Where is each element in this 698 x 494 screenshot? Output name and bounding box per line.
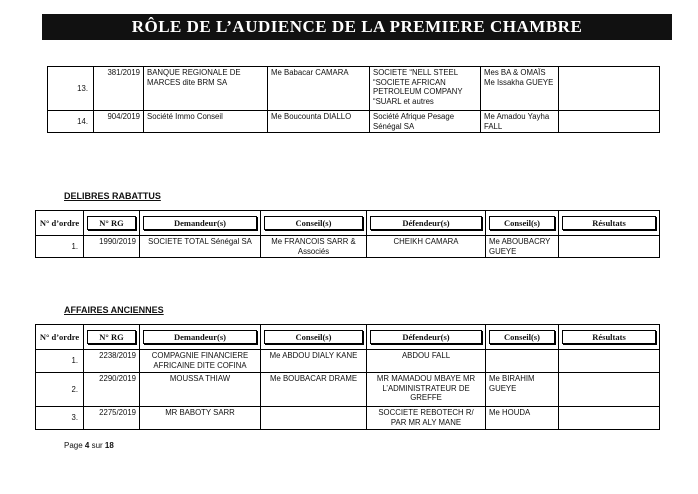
header-demandeur: Demandeur(s) [143,216,257,231]
header-conseil-def: Conseil(s) [489,330,555,345]
order-number: 1. [36,236,84,258]
plaintiff: SOCIETE TOTAL Sénégal SA [140,236,261,258]
result [559,373,660,407]
page-banner-title: RÔLE DE L’AUDIENCE DE LA PREMIERE CHAMBRE [42,14,672,40]
page-footer [64,441,114,450]
rg-number: 2238/2019 [84,350,140,373]
defendant-counsel [486,350,559,373]
plaintiff-counsel: Me Babacar CAMARA [268,67,370,111]
header-conseil-def: Conseil(s) [489,216,555,231]
order-number: 13. [48,67,94,111]
defendant: SOCCIETE REBOTECH R/ PAR MR ALY MANE [367,407,486,430]
footer-page-number: 4 [84,441,90,450]
plaintiff-counsel: Me Boucounta DIALLO [268,111,370,133]
section-title-delibres: DELIBRES RABATTUS [64,191,161,201]
delibres-table [35,210,660,258]
order-number: 3. [36,407,84,430]
plaintiff-counsel: Me BOUBACAR DRAME [261,373,367,407]
rg-number: 1990/2019 [84,236,140,258]
defendant: SOCIETE “NELL STEEL “SOCIETE AFRICAN PETROLEUM COMPANY “SUARL et autres [370,67,481,111]
table-row [36,236,660,258]
footer-page-total: 18 [104,441,114,450]
table-header-row [36,211,660,236]
order-number: 1. [36,350,84,373]
rg-number: 904/2019 [94,111,144,133]
result [559,111,660,133]
header-rg: N° RG [87,216,136,231]
rg-number: 2290/2019 [84,373,140,407]
order-number: 2. [36,373,84,407]
footer-middle: sur [89,441,105,450]
rg-number: 381/2019 [94,67,144,111]
affaires-table [35,324,660,430]
header-defendeur: Défendeur(s) [370,330,482,345]
plaintiff-counsel [261,407,367,430]
section-title-affaires: AFFAIRES ANCIENNES [64,305,164,315]
result [559,67,660,111]
defendant-counsel: Me HOUDA [486,407,559,430]
table-row [36,373,660,407]
header-defendeur: Défendeur(s) [370,216,482,231]
defendant-counsel: Me BIRAHIM GUEYE [486,373,559,407]
plaintiff: COMPAGNIE FINANCIERE AFRICAINE DITE COFINA [140,350,261,373]
table-row [48,67,660,111]
header-ordre: N° d’ordre [36,325,84,350]
continuation-table [47,66,660,133]
defendant-counsel: Me Amadou Yayha FALL [481,111,559,133]
defendant-counsel: Me ABOUBACRY GUEYE [486,236,559,258]
defendant: Société Afrique Pesage Sénégal SA [370,111,481,133]
header-demandeur: Demandeur(s) [143,330,257,345]
footer-prefix: Page [64,441,85,450]
table-row [36,407,660,430]
rg-number: 2275/2019 [84,407,140,430]
plaintiff-counsel: Me FRANCOIS SARR & Associés [261,236,367,258]
result [559,236,660,258]
order-number: 14. [48,111,94,133]
plaintiff-counsel: Me ABDOU DIALY KANE [261,350,367,373]
plaintiff: BANQUE REGIONALE DE MARCES dite BRM SA [144,67,268,111]
table-row [48,111,660,133]
table-row [36,350,660,373]
result [559,350,660,373]
defendant-counsel: Mes BA & OMAÏS Me Issakha GUEYE [481,67,559,111]
defendant: MR MAMADOU MBAYE MR L’ADMINISTRATEUR DE GREFFE [367,373,486,407]
header-conseil: Conseil(s) [264,216,363,231]
table-header-row [36,325,660,350]
plaintiff: MOUSSA THIAW [140,373,261,407]
defendant: ABDOU FALL [367,350,486,373]
defendant: CHEIKH CAMARA [367,236,486,258]
result [559,407,660,430]
plaintiff: MR BABOTY SARR [140,407,261,430]
header-ordre: N° d’ordre [36,211,84,236]
header-rg: N° RG [87,330,136,345]
header-resultats: Résultats [562,330,656,345]
header-conseil: Conseil(s) [264,330,363,345]
plaintiff: Société Immo Conseil [144,111,268,133]
header-resultats: Résultats [562,216,656,231]
